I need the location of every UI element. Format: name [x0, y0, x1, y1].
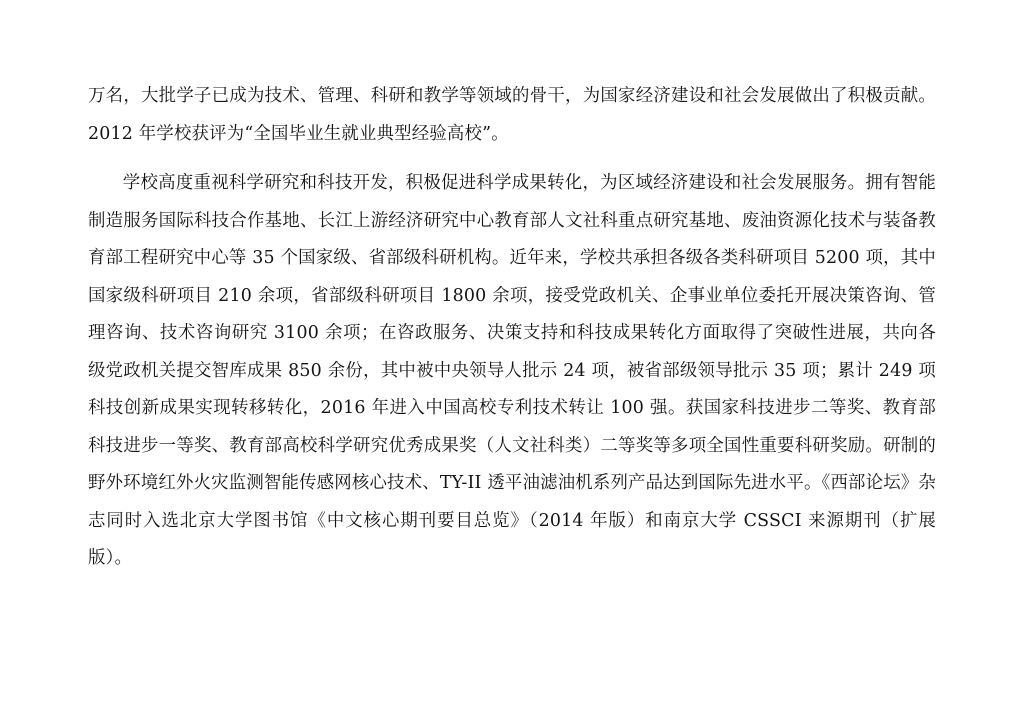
document-body — [88, 78, 936, 578]
paragraph-2: 学校高度重视科学研究和科技开发，积极促进科学成果转化，为区域经济建设和社会发展服务。拥有智能制造服务国际科技合作基地、长江上游经济研究中心教育部人文社科重点研究基地、废油资源化技术与装备教育部工程研究中心等 35 个国家级、省部级科研机构。近年来，学校共承担各级各类科研项目 5200 项，其中国家级科研项目 210 余项，省部级科研项目 1800 余项，接受党政机关、企事业单位委托开展决策咨询、管理咨询、技术咨询研究 3100 余项；在咨政服务、决策支持和科技成果转化方面取得了突破性进展，共向各级党政机关提交智库成果 850 余份，其中被中央领导人批示 24 项，被省部级领导批示 35 项；累计 249 项科技创新成果实现转移转化，2016 年进入中国高校专利技术转让 100 强。获国家科技进步二等奖、教育部科技进步一等奖、教育部高校科学研究优秀成果奖（人文社科类）二等奖等多项全国性重要科研奖励。研制的野外环境红外火灾监测智能传感网核心技术、TY-II 透平油滤油机系列产品达到国际先进水平。《西部论坛》杂志同时入选北京大学图书馆《中文核心期刊要目总览》（2014 年版）和南京大学 CSSCI 来源期刊（扩展版）。 — [88, 173, 936, 568]
paragraph-1: 万名，大批学子已成为技术、管理、科研和教学等领域的骨干，为国家经济建设和社会发展做出了积极贡献。2012 年学校获评为“全国毕业生就业典型经验高校”。 — [88, 86, 936, 144]
